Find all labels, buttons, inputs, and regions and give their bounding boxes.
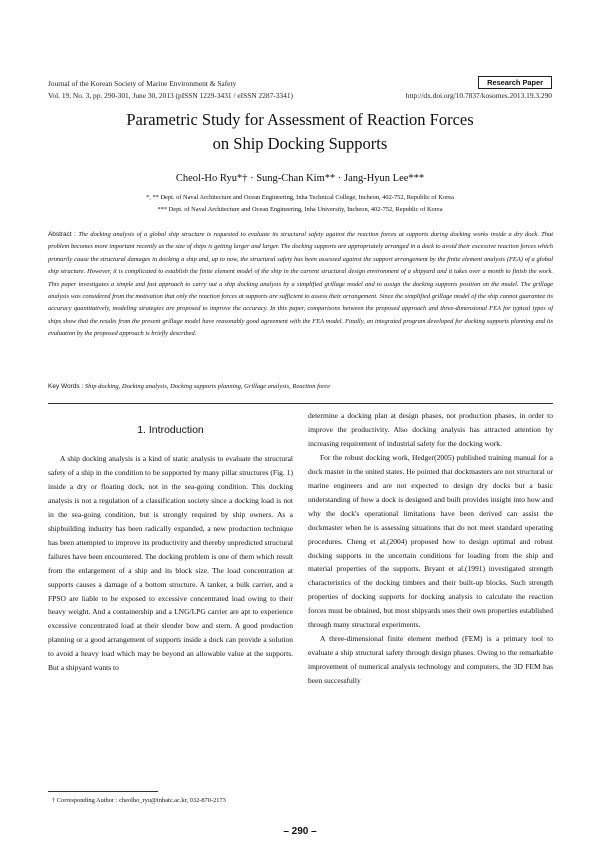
affiliation-2: *** Dept. of Naval Architecture and Ocean Engineering, Inha University, Incheon, 402-752, Republic of Korea bbox=[157, 206, 443, 213]
paper-title-line-1: Parametric Study for Assessment of Reaction Forces bbox=[126, 110, 474, 129]
journal-name: Journal of the Korean Society of Marine Environment & Safety bbox=[48, 79, 237, 88]
section-title: 1. Introduction bbox=[137, 424, 204, 436]
keywords-label: Key Words : bbox=[48, 383, 84, 390]
left-column bbox=[48, 452, 293, 675]
footnote-rule bbox=[48, 791, 158, 792]
paragraph: A three-dimensional finite element method (FEM) is a primary tool to evaluate a ship structural safety through design phases. Owing to the remarkable improvement of numerical analysis technology and computers, the 3D FEM has been successfully bbox=[308, 634, 553, 686]
paragraph: determine a docking plan at design phases, not production phases, in order to improve the productivity. Also docking analysis has attracted attention by increasing requirement of industrial safety for the docking work. bbox=[308, 411, 553, 448]
abstract-label: Abstract : bbox=[48, 231, 76, 238]
volume-info: Vol. 19, No. 3, pp. 290-301, June 30, 2013 (pISSN 1229-3431 / eISSN 2287-3341) bbox=[48, 91, 293, 100]
paper-title-line-2: on Ship Docking Supports bbox=[212, 134, 388, 153]
abstract-text: The docking analysis of a global ship structure is requested to evaluate its structural safety against the reaction forces at supports during docking works inside a dry dock. That problem becomes more important recently as the size of ships is getting larger and larger. The docking supports are appropriately arranged in a dock to avoid their excessive reaction forces which primarily cause the structural damages in docking a ship and, up to now, the structural safety has been assessed against the support arrangement by the finite element analysis (FEA) of a global ship structure. However, it is complicated to establish the finite element model of the ship in the current structural design environment of a shipyard and it takes over a month to finish the work. This paper investigates a simple and fast approach to carry out a ship docking analysis by a simplified grillage model and to assign the docking supports position on the model. The grillage analysis was considered from the motivation that only the reaction forces at supports are sufficient to assess their arrangement. Since the simplified grillage model of the ship cannot guarantee its accuracy quantitatively, modeling strategies are proposed to improve the accuracy. In this paper, comparisons between the proposed approach and three-dimensional FEA for typical types of ships show that the results from the present grillage model have reasonably good agreement with the FEA model. Finally, an integrated program developed for docking supports planning and its evaluation by the proposed approach is briefly described. bbox=[48, 231, 553, 338]
keywords-text: Ship docking, Docking analysis, Docking supports planning, Grillage analysis, Reaction force bbox=[84, 383, 331, 390]
keywords bbox=[48, 383, 553, 390]
page-number: – 290 – bbox=[283, 826, 317, 837]
right-column bbox=[308, 409, 553, 688]
paragraph: A ship docking analysis is a kind of static analysis to evaluate the structural safety of a ship in the condition to be supported by many pillar structures (Fig. 1) inside a dry or floating dock, not in the sea-going condition. This docking analysis is not a regulation of a classification society since a docking load is not in the sea-going condition, but is strongly required by ship owners. As a shipbuilding industry has been radically expanded, a new production technique has been attempted to improve its productivity and thereby unpredicted structural failures have been encountered. The docking problem is one of them which result from the enlargement of a ship and its block size. The load concentration at supports causes a damage of a bottom structure. A tanker, a bulk carrier, and a FPSO are liable to be exposed to excessive concentrated load owing to their heavy weight. And a containership and a LNG/LPG carrier are apt to experience excessive concentrated load at their slender bow and stern. A good production planning or a good arrangement of supports inside a dock can provide a solution to avoid a heavy load which may be beyond an allowable value at the supports. But a shipyard wants to bbox=[48, 454, 293, 673]
research-paper-badge: Research Paper bbox=[478, 76, 552, 89]
authors: Cheol-Ho Ryu*† · Sung-Chan Kim** · Jang-Hyun Lee*** bbox=[175, 173, 425, 184]
paragraph: For the robust docking work, Hedger(2005) published training manual for a dock master in the united states. He pointed that dockmasters are not structural or marine engineers and are not expected to design dry docks but a basic understanding of how a dock is designed and built provides insight into how and why the dock's operational limitations have been derived can assist the dockmaster when he is assessing situations that do not meet standard operating procedures. Cheng et al.(2004) proposed how to design optimal and robust docking supports in the uncertain conditions for loading from the ship and material properties of the supports. Bryant et al.(1991) investigated strength characteristics of the docking timbers and their built-up blocks. Such strength properties of docking supports for docking analysis to calculate the reaction forces must be obtained, but most shipyards uses their own properties established through many structural experiments. bbox=[308, 452, 553, 630]
affiliation-1: *, ** Dept. of Naval Architecture and Ocean Engineering, Inha Technical College, Incheon, 402-752, Republic of Korea bbox=[146, 194, 454, 201]
section-divider bbox=[48, 403, 553, 404]
doi-link[interactable]: http://dx.doi.org/10.7837/kosomes.2013.19.3.290 bbox=[405, 91, 552, 100]
abstract bbox=[48, 229, 553, 341]
corresponding-author-footnote: † Corresponding Author : cheolho_ryu@inhatc.ac.kr, 032-870-2173 bbox=[52, 797, 226, 804]
